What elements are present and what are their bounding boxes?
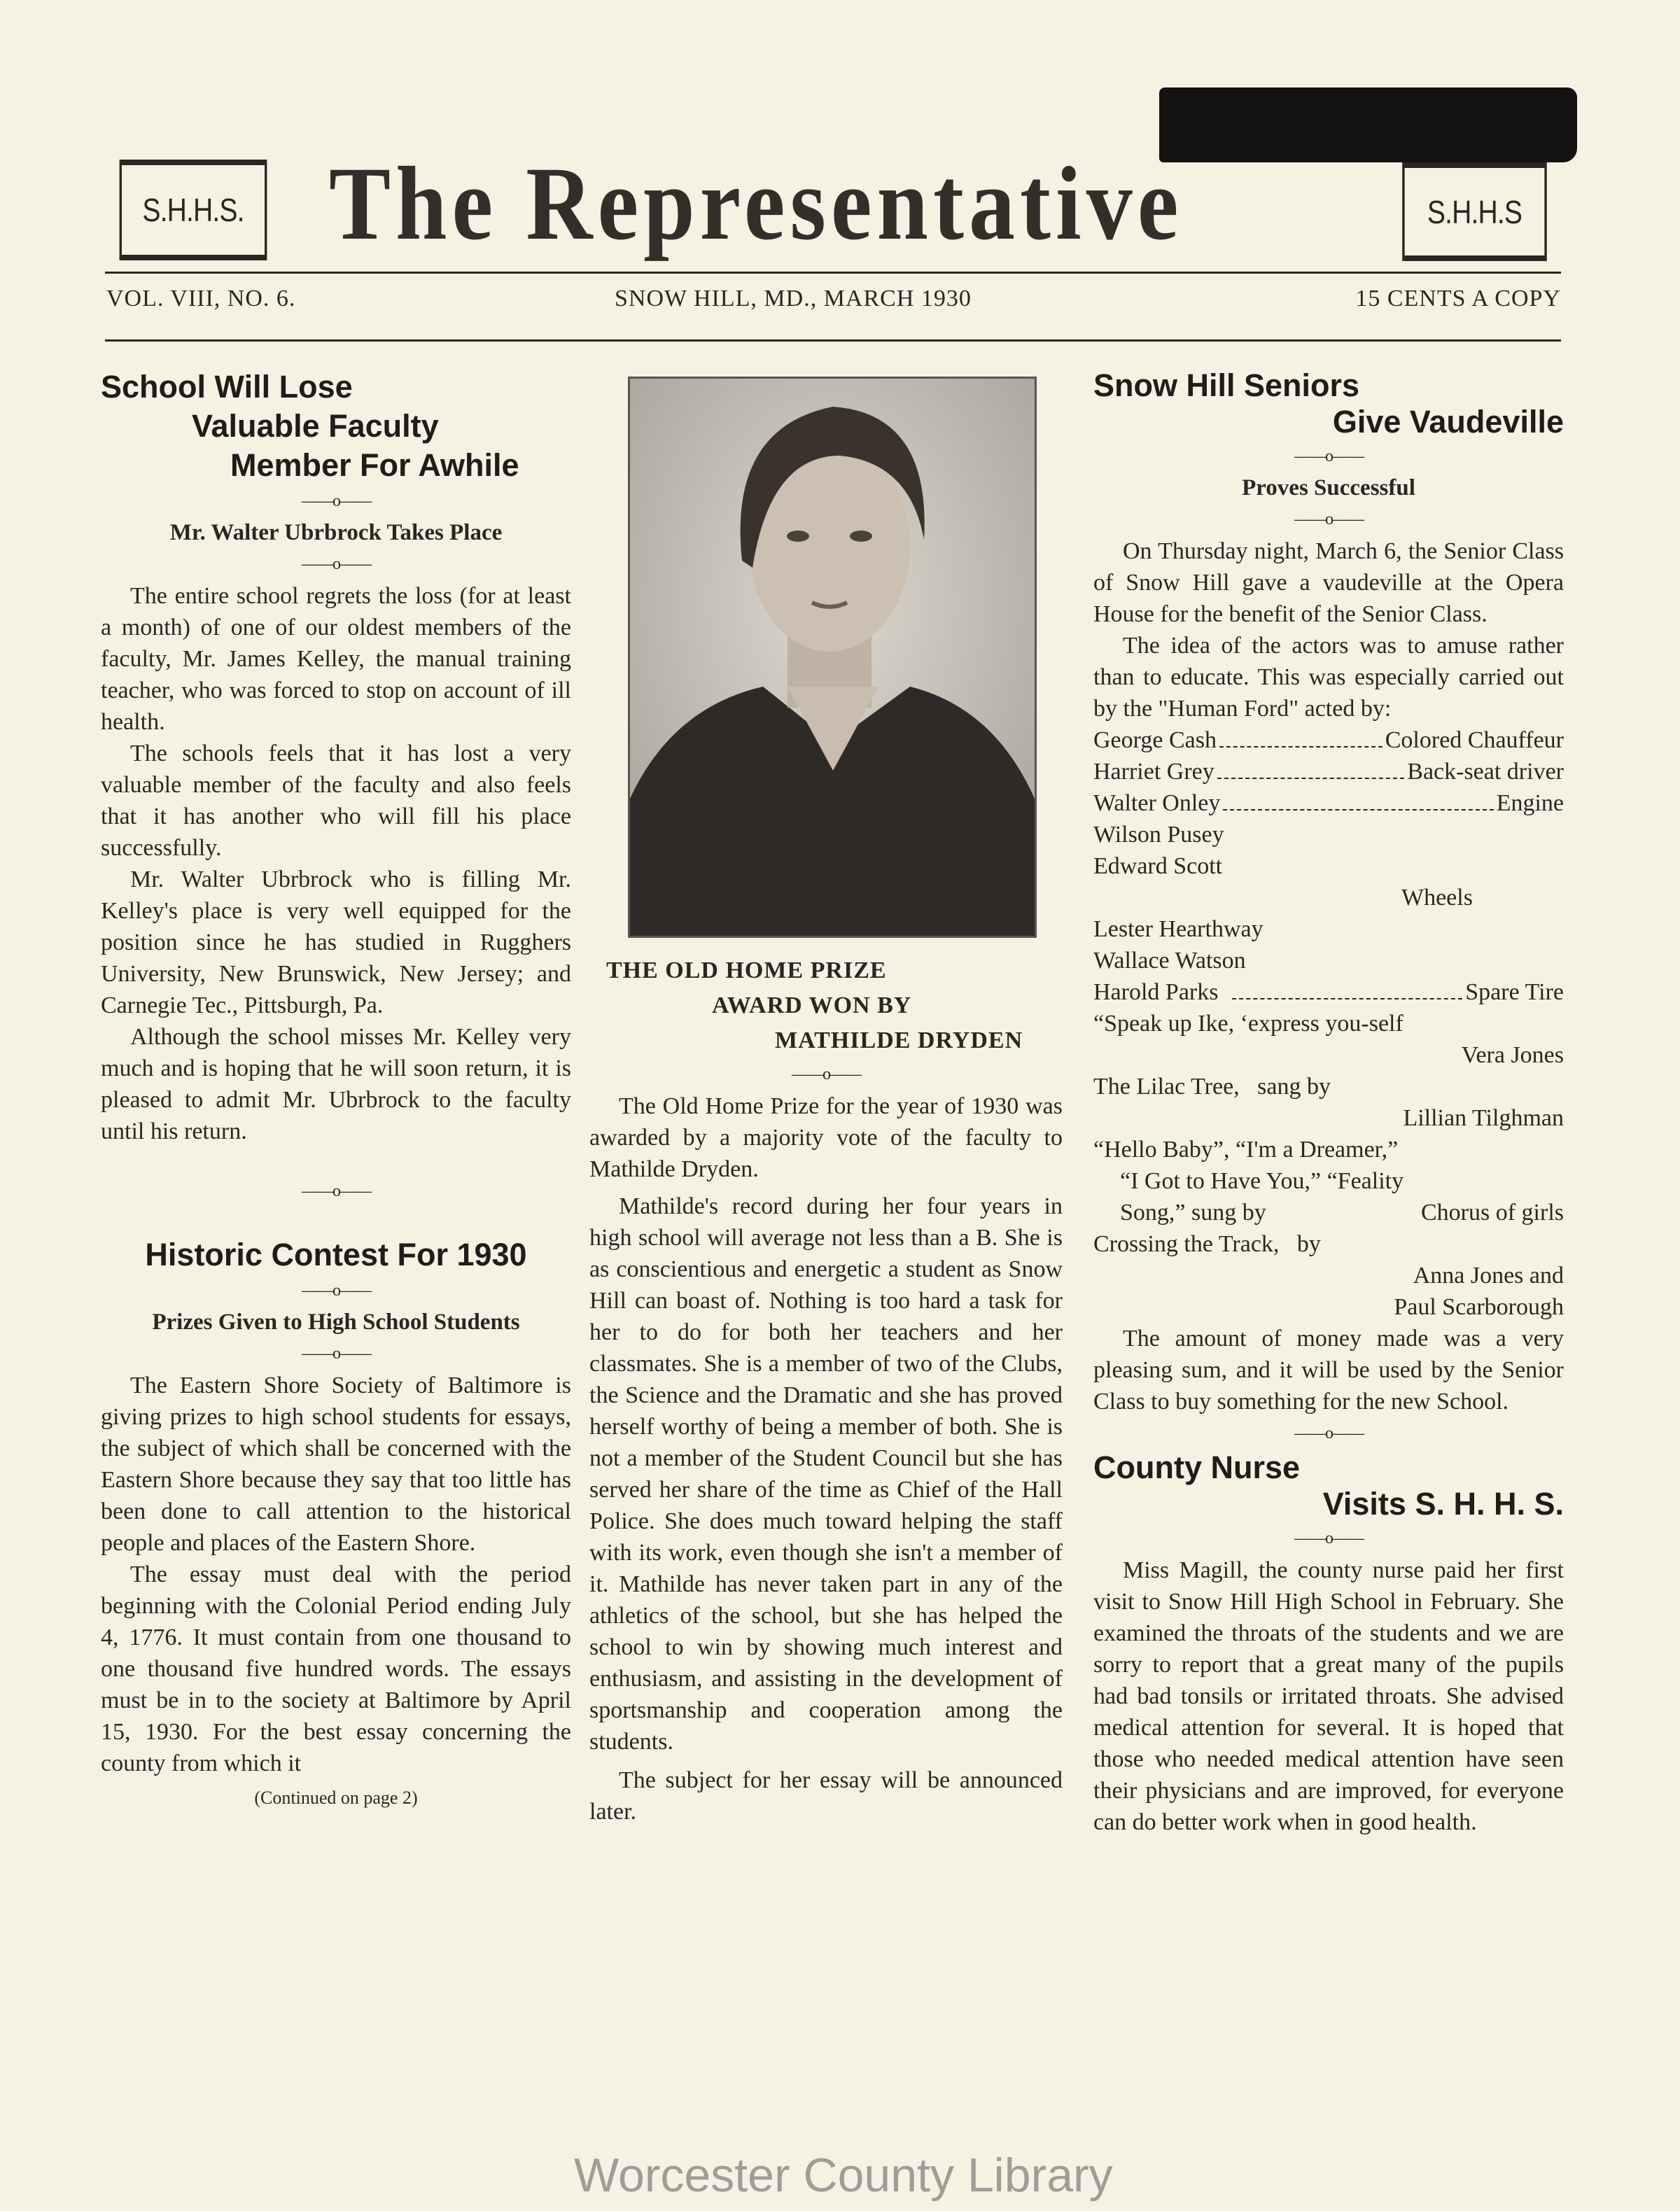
cast-line (1093, 756, 1564, 787)
cast-name: Wilson Pusey (1093, 822, 1224, 848)
right-column (1093, 367, 1564, 1838)
cast-line (1093, 976, 1564, 1008)
program-line: “I Got to Have You,” “Feality (1120, 1168, 1404, 1194)
left-column (101, 367, 571, 1813)
subhead: Prizes Given to High School Students (152, 1310, 520, 1335)
newspaper-title: The Representative (329, 146, 1184, 262)
paragraph: The idea of the actors was to amuse rather than to educate. This was especially carried out by the "Human Ford" acted by: (1093, 633, 1564, 722)
headline-line: County Nurse (1093, 1450, 1301, 1485)
divider: ——o—— (302, 492, 370, 510)
program-line: Anna Jones and (1413, 1263, 1564, 1289)
divider: ——o—— (302, 1345, 370, 1363)
program-line: “Hello Baby”, “I'm a Dreamer,” (1093, 1137, 1399, 1163)
caption-line: THE OLD HOME PRIZE (606, 957, 887, 983)
cast-name: Lester Hearthway (1093, 916, 1264, 942)
headline-nurse (1093, 1450, 1564, 1522)
cast-name: Walter Onley (1093, 790, 1221, 816)
continued-note: (Continued on page 2) (254, 1788, 418, 1808)
divider: ——o—— (1294, 510, 1363, 528)
shhs-box-left: S.H.H.S. (120, 160, 267, 260)
caption-line: MATHILDE DRYDEN (775, 1027, 1023, 1053)
divider: ——o—— (1294, 1529, 1363, 1547)
paragraph: Miss Magill, the county nurse paid her first visit to Snow Hill High School in February. She examined the throats of the students and we are sorry to report that a great many of the pupils had bad tonsils or irritated throats. She advised medical attention for several. It is hoped that those who needed medical attention have seen their physicians and are improved, for everyone can do better work when in good health. (1093, 1557, 1564, 1835)
cast-line (1093, 724, 1564, 756)
program-line: Crossing the Track, by (1093, 1231, 1321, 1257)
cast-name: Wallace Watson (1093, 948, 1246, 974)
photo-caption (589, 953, 1063, 1058)
subhead: Proves Successful (1242, 475, 1415, 500)
divider: ——o—— (1294, 447, 1363, 465)
headline-vaudeville (1093, 367, 1564, 440)
paragraph: The entire school regrets the loss (for at least a month) of one of our oldest members of the faculty, Mr. James Kelley, the manual training teacher, who was forced to stop on account of ill health. (101, 583, 571, 735)
cast-line (1093, 787, 1564, 819)
paragraph: The subject for her essay will be announced later. (589, 1767, 1063, 1825)
headline-contest: Historic Contest For 1930 (145, 1237, 527, 1272)
paragraph: On Thursday night, March 6, the Senior Class of Snow Hill gave a vaudeville at the Opera House for the benefit of the Senior Class. (1093, 538, 1564, 627)
program-line (1093, 1197, 1564, 1228)
middle-column (589, 953, 1063, 1827)
headline-line: Visits S. H. H. S. (1322, 1486, 1564, 1522)
cast-role: Back-seat driver (1407, 759, 1564, 785)
paragraph: Mathilde's record during her four years in high school will average not less than a B. She is as conscientious and energetic a student as Snow Hill can boast of. Nothing is too hard a task for her to do for both her teachers and her classmates. She is a member of two of the Clubs, the Science and the Dramatic and she has proved herself worthy of being a member of both. She is not a member of the Student Council but she has served her share of the time as Chief of the Hall Police. She does much toward helping the staff with its work, even though she isn't a member of it. Mathilde has never taken part in any of the athletics of the school, but she has helped the school to win by showing much interest and enthusiasm, and assisting in the development of sportsmanship and cooperation among the students. (589, 1193, 1063, 1755)
portrait-image (630, 379, 1035, 936)
headline-line: Valuable Faculty (192, 408, 439, 444)
cast-name: Edward Scott (1093, 853, 1223, 879)
program-line: Paul Scarborough (1394, 1294, 1564, 1320)
program-line: The Lilac Tree, sang by (1093, 1074, 1331, 1100)
headline-faculty (101, 367, 571, 485)
program-line: Lillian Tilghman (1403, 1105, 1564, 1131)
cast-name: George Cash (1093, 727, 1217, 753)
subhead: Mr. Walter Ubrbrock Takes Place (169, 520, 503, 545)
headline-line: School Will Lose (101, 369, 353, 405)
paragraph: The essay must deal with the period beginning with the Colonial Period ending July 4, 1776. It must contain from one thousand to one thousand five hundred words. The essays must be in to the society at Baltimore by April 15, 1930. For the best essay concerning the county from which it (101, 1561, 571, 1776)
divider: ——o—— (302, 1182, 370, 1200)
place-date: SNOW HILL, MD., MARCH 1930 (615, 286, 972, 311)
cast-name: Harold Parks (1093, 979, 1219, 1005)
paragraph: The Old Home Prize for the year of 1930 was awarded by a majority vote of the faculty to Mathilde Dryden. (589, 1093, 1063, 1182)
headline-line: Member For Awhile (230, 447, 519, 483)
library-watermark: Worcester County Library (574, 2149, 1113, 2202)
redaction-mark (1159, 87, 1577, 162)
caption-line: AWARD WON BY (712, 992, 912, 1018)
divider: ——o—— (302, 555, 370, 573)
paragraph: Mr. Walter Ubrbrock who is filling Mr. Kelley's place is very well equipped for the position since he has studied in Rugghers University, New Brunswick, New Jersey; and Carnegie Tec., Pittsburgh, Pa. (101, 866, 571, 1018)
price: 15 CENTS A COPY (1355, 286, 1561, 311)
divider: ——o—— (1294, 1424, 1363, 1443)
headline-line: Give Vaudeville (1332, 404, 1564, 440)
volume-number: VOL. VIII, NO. 6. (106, 286, 296, 311)
portrait-photo (628, 377, 1037, 938)
masthead-rule-top (105, 272, 1561, 274)
cast-role: Wheels (1401, 885, 1473, 911)
shhs-box-right: S.H.H.S (1402, 162, 1547, 261)
divider: ——o—— (302, 1282, 370, 1300)
masthead-rule-bottom (105, 339, 1561, 342)
divider: ——o—— (792, 1065, 860, 1083)
cast-name: Harriet Grey (1093, 759, 1214, 785)
program-line: Vera Jones (1461, 1042, 1564, 1068)
paragraph: Although the school misses Mr. Kelley very much and is hoping that he will soon return, it is pleased to admit Mr. Ubrbrock to the faculty until his return. (101, 1024, 571, 1144)
program-text: Song,” sung by (1120, 1200, 1266, 1226)
paragraph: The schools feels that it has lost a very valuable member of the faculty and also feels that it has another who will fill his place successfully. (101, 740, 571, 861)
headline-line: Snow Hill Seniors (1093, 367, 1360, 403)
paragraph: The Eastern Shore Society of Baltimore is giving prizes to high school students for essays, the subject of which shall be concerned with the Eastern Shore because they say that too little has been done to call attention to the historical people and places of the Eastern Shore. (101, 1373, 571, 1556)
cast-role: Spare Tire (1465, 979, 1564, 1005)
program-text: Chorus of girls (1421, 1200, 1564, 1226)
cast-role: Engine (1496, 790, 1564, 816)
paragraph: The amount of money made was a very pleasing sum, and it will be used by the Senior Class to buy something for the new School. (1093, 1326, 1564, 1415)
cast-role: Colored Chauffeur (1385, 727, 1564, 753)
program-line: “Speak up Ike, ‘express you-self (1093, 1011, 1404, 1037)
